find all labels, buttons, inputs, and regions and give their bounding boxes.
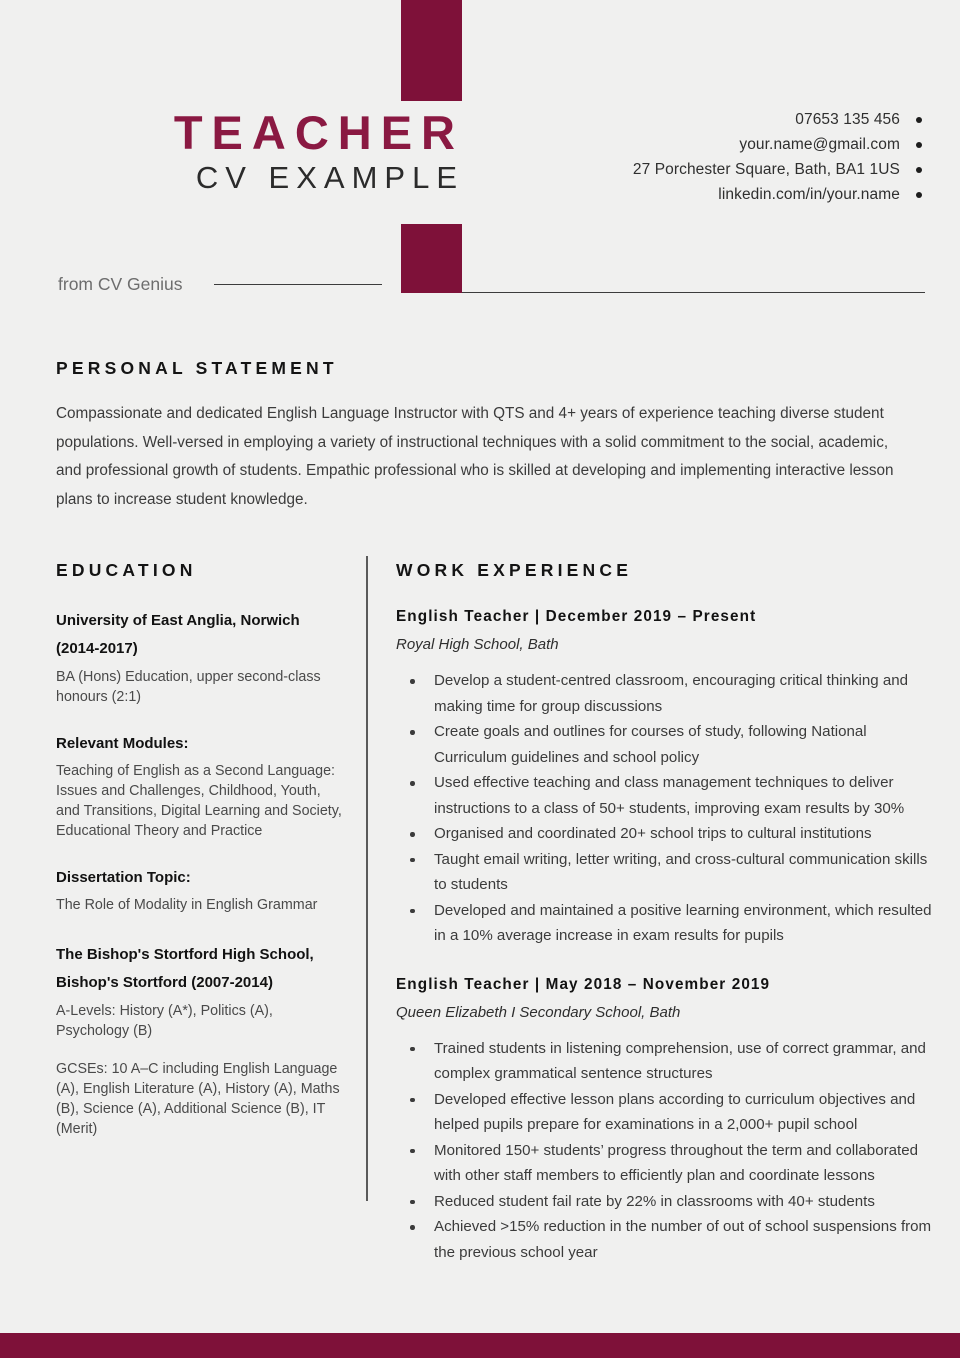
contact-item-email[interactable] <box>502 132 922 157</box>
list-item: Organised and coordinated 20+ school trips to cultural institutions <box>396 821 942 847</box>
education-detail: BA (Hons) Education, upper second-class honours (2:1) <box>56 669 321 705</box>
personal-statement-heading: PERSONAL STATEMENT <box>56 358 338 378</box>
education-modules <box>56 733 346 841</box>
job-title: English Teacher | December 2019 – Present <box>396 608 757 625</box>
dissertation-text: The Role of Modality in English Grammar <box>56 897 318 913</box>
work-experience-section <box>396 560 942 1265</box>
education-institution: University of East Anglia, Norwich (2014-2017) <box>56 612 300 657</box>
job-bullet-list <box>396 668 942 949</box>
attribution-text: from CV Genius <box>58 274 183 294</box>
education-entry-school <box>56 941 346 1139</box>
attribution-row <box>58 274 388 295</box>
work-experience-heading: WORK EXPERIENCE <box>396 560 633 580</box>
list-item: Developed and maintained a positive learning environment, which resulted in a 10% average increase in exam results for pupils <box>396 898 942 949</box>
job-bullet-list <box>396 1036 942 1266</box>
document-title-group <box>0 108 468 198</box>
page-subtitle: CV EXAMPLE <box>195 160 464 196</box>
personal-statement-body: Compassionate and dedicated English Language Instructor with QTS and 4+ years of experience teaching diverse student populations. Well-versed in employing a variety of instructional techniques with a solid commitment to the social, academic, and professional growth of students. Empathic professional who is skilled at developing and implementing interactive lesson plans to increase student knowledge. <box>56 405 894 508</box>
job-entry-2 <box>396 973 942 1266</box>
attribution-rule <box>214 284 382 285</box>
job-title: English Teacher | May 2018 – November 2019 <box>396 975 771 993</box>
contact-email-text: your.name@gmail.com <box>739 135 900 153</box>
contact-list <box>502 107 922 207</box>
list-item: Achieved >15% reduction in the number of out of school suspensions from the previous school year <box>396 1214 942 1265</box>
header-divider-rule <box>462 292 925 293</box>
page-title: TEACHER <box>173 106 464 159</box>
contact-address-text: 27 Porchester Square, Bath, BA1 1US <box>632 160 900 178</box>
education-entry-university <box>56 607 346 707</box>
accent-block-top <box>401 0 462 101</box>
modules-text: Teaching of English as a Second Language: Issues and Challenges, Childhood, Youth, and Transitions, Digital Learning and Society, Educational Theory and Practice <box>56 763 342 839</box>
list-item: Reduced student fail rate by 22% in classrooms with 40+ students <box>396 1189 942 1215</box>
bullet-dot-icon <box>916 117 922 123</box>
contact-linkedin-text: linkedin.com/in/your.name <box>718 185 900 203</box>
education-dissertation <box>56 867 346 915</box>
list-item: Developed effective lesson plans according to curriculum objectives and helped pupils prepare for examinations in a 2,000+ pupil school <box>396 1087 942 1138</box>
list-item: Trained students in listening comprehension, use of correct grammar, and complex grammatical sentence structures <box>396 1036 942 1087</box>
contact-item-address <box>502 157 922 182</box>
dissertation-label: Dissertation Topic: <box>56 869 191 886</box>
school-alevels: A-Levels: History (A*), Politics (A), Psychology (B) <box>56 1003 273 1039</box>
column-divider <box>366 556 368 1201</box>
contact-item-phone <box>502 107 922 132</box>
bullet-dot-icon <box>916 192 922 198</box>
list-item: Create goals and outlines for courses of study, following National Curriculum guidelines and school policy <box>396 719 942 770</box>
spacer <box>56 1041 346 1055</box>
personal-statement-section <box>56 358 896 514</box>
contact-phone-text: 07653 135 456 <box>795 110 900 128</box>
footer-accent-bar <box>0 1333 960 1358</box>
bullet-dot-icon <box>916 142 922 148</box>
list-item: Develop a student-centred classroom, encouraging critical thinking and making time for group discussions <box>396 668 942 719</box>
bullet-dot-icon <box>916 167 922 173</box>
job-company: Royal High School, Bath <box>396 636 559 653</box>
contact-item-linkedin[interactable] <box>502 182 922 207</box>
education-heading: EDUCATION <box>56 560 197 580</box>
education-section <box>56 560 346 1139</box>
list-item: Monitored 150+ students’ progress throughout the term and collaborated with other staff members to efficiently plan and coordinate lessons <box>396 1138 942 1189</box>
list-item: Used effective teaching and class management techniques to deliver instructions to a class of 50+ students, improving exam results by 30% <box>396 770 942 821</box>
school-institution: The Bishop's Stortford High School, Bishop's Stortford (2007-2014) <box>56 946 314 991</box>
list-item: Taught email writing, letter writing, and cross-cultural communication skills to students <box>396 847 942 898</box>
modules-label: Relevant Modules: <box>56 735 189 752</box>
school-gcses: GCSEs: 10 A–C including English Language (A), English Literature (A), History (A), Maths (B), Science (A), Additional Science (B), IT (Merit) <box>56 1061 340 1137</box>
job-company: Queen Elizabeth I Secondary School, Bath <box>396 1003 681 1021</box>
accent-block-middle <box>401 224 462 293</box>
job-entry-1 <box>396 605 942 949</box>
